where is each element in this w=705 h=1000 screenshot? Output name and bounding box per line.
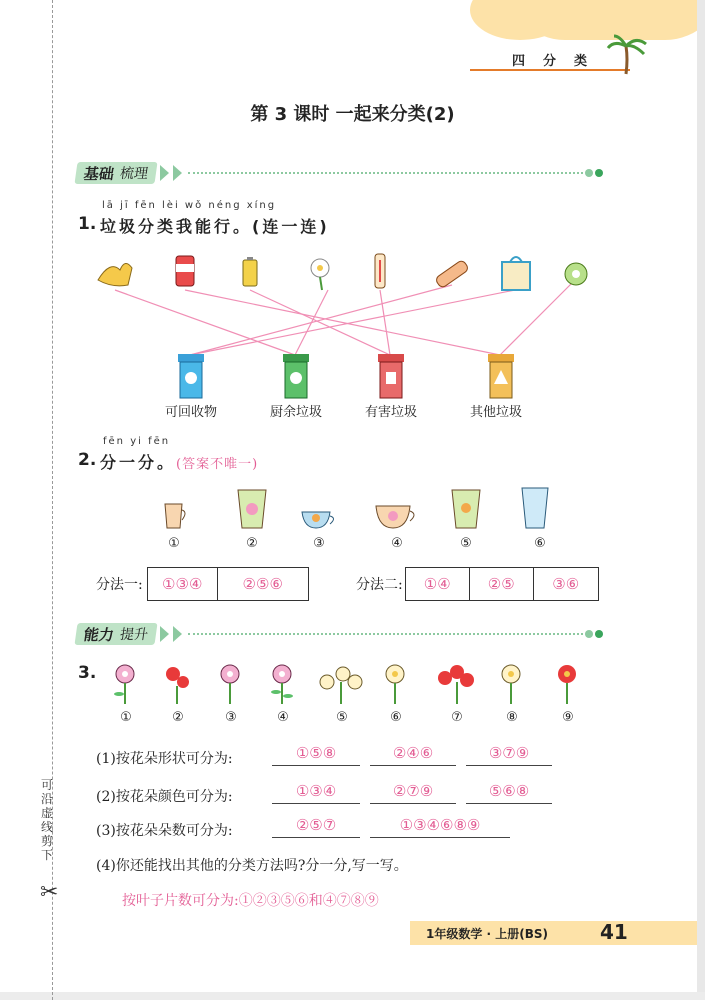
answer-blank: ②⑦⑨ <box>370 782 456 804</box>
method-answer: ②⑤ <box>470 568 534 600</box>
method-one-box <box>147 567 309 601</box>
scissors-icon: ✂ <box>40 880 59 905</box>
section-sub: 梳理 <box>118 166 149 182</box>
hazardous-bin-icon <box>378 354 404 398</box>
section-banner-ability <box>76 622 603 646</box>
q2-text-line <box>100 450 258 473</box>
cut-instruction: 可沿虚线剪下 <box>41 778 54 862</box>
section-main: 基础 <box>82 164 116 183</box>
method-one-label: 分法一: <box>96 577 143 593</box>
answer-blank: ⑤⑥⑧ <box>466 782 552 804</box>
cup-icon <box>522 488 548 528</box>
page-edge <box>697 0 705 1000</box>
section-main: 能力 <box>82 625 116 644</box>
battery-icon <box>243 257 257 286</box>
q1-pinyin: lā jī fēn lèi wǒ néng xíng <box>102 200 277 211</box>
connector-line <box>250 290 390 355</box>
q3-sub3: (3)按花朵朵数可分为: <box>96 823 233 839</box>
paper-bag-icon <box>502 257 530 290</box>
kitchen-waste-bin-icon <box>283 354 309 398</box>
q2-number: 2. <box>78 450 97 470</box>
q3-sub1: (1)按花朵形状可分为: <box>96 751 233 767</box>
dot-icon <box>595 169 603 177</box>
page-edge <box>0 992 705 1000</box>
cup-label: ⑤ <box>460 536 472 551</box>
flower-label: ② <box>172 710 184 725</box>
method-answer: ①③④ <box>148 568 218 600</box>
answer-blank: ②⑤⑦ <box>272 816 360 838</box>
soda-can-icon <box>176 256 194 286</box>
page-number: 41 <box>600 920 628 944</box>
method-answer: ②⑤⑥ <box>242 575 283 593</box>
chapter-header: 四分类 <box>512 54 606 69</box>
q2-hint: (答案不唯一) <box>176 457 259 472</box>
cup-label: ⑥ <box>534 536 546 551</box>
banana-peel-icon <box>98 263 132 285</box>
q2-pinyin: fēn yi fēn <box>103 436 171 447</box>
connector-line <box>115 290 295 355</box>
dot-icon <box>585 169 593 177</box>
flower-icon <box>386 665 404 704</box>
teacup-icon <box>302 512 334 528</box>
flower-icon <box>502 665 520 704</box>
section-label <box>74 162 157 184</box>
flower-label: ③ <box>225 710 237 725</box>
flower-icon <box>438 665 474 704</box>
connector-line <box>190 290 515 355</box>
flower-icon <box>166 667 189 704</box>
arrow-icon <box>173 165 182 181</box>
cup-icon <box>165 504 185 528</box>
flower-icon <box>320 667 362 704</box>
bin-label-other: 其他垃圾 <box>469 405 522 420</box>
section-banner-basic <box>76 161 603 185</box>
arrow-icon <box>173 626 182 642</box>
arrow-icon <box>160 165 169 181</box>
recyclable-bin-icon <box>178 354 204 398</box>
cup-icon <box>452 490 480 528</box>
bin-label-kitchen: 厨余垃圾 <box>269 405 322 420</box>
flower-label: ⑦ <box>451 710 463 725</box>
method-answer: ①④ <box>406 568 470 600</box>
q1-number: 1. <box>78 214 97 234</box>
tape-icon <box>565 263 587 285</box>
flower-label: ⑤ <box>336 710 348 725</box>
cups-row <box>150 484 560 534</box>
q3-sub4-answer: 按叶子片数可分为:①②③⑤⑥和④⑦⑧⑨ <box>122 893 379 909</box>
flowers-row <box>105 660 595 710</box>
flower-icon <box>271 665 293 704</box>
bin-label-hazardous: 有害垃圾 <box>364 405 417 420</box>
connector-line <box>380 290 390 355</box>
q3-sub2: (2)按花朵颜色可分为: <box>96 789 233 805</box>
flower-icon <box>114 665 134 704</box>
palm-tree-icon <box>606 34 650 76</box>
teacup-icon <box>376 506 414 528</box>
flower-label: ⑧ <box>506 710 518 725</box>
method-two-label: 分法二: <box>356 577 403 593</box>
connector-line <box>190 285 452 355</box>
arrow-icon <box>160 626 169 642</box>
section-label <box>74 623 157 645</box>
method-one <box>96 567 309 601</box>
method-answer: ③⑥ <box>552 575 580 593</box>
q3-sub4: (4)你还能找出其他的分类方法吗?分一分,写一写。 <box>96 858 408 874</box>
cup-label: ③ <box>313 536 325 551</box>
flower-icon <box>558 665 576 704</box>
flower-label: ① <box>120 710 132 725</box>
flower-icon <box>221 665 239 704</box>
bin-label-recyclable: 可回收物 <box>164 405 217 420</box>
cup-label: ④ <box>391 536 403 551</box>
footer-book-title: 1年级数学 · 上册(BS) <box>426 927 549 941</box>
cup-icon <box>238 490 266 528</box>
connector-line <box>185 290 500 355</box>
dotted-rule <box>188 172 583 174</box>
method-two <box>356 567 599 601</box>
flower-label: ⑥ <box>390 710 402 725</box>
dot-icon <box>585 630 593 638</box>
answer-blank: ①③④⑥⑧⑨ <box>370 816 510 838</box>
answer-blank: ②④⑥ <box>370 744 456 766</box>
lesson-title: 第 3 课时 一起来分类(2) <box>250 104 455 125</box>
answer-blank: ①⑤⑧ <box>272 744 360 766</box>
section-sub: 提升 <box>118 627 149 643</box>
dot-icon <box>595 630 603 638</box>
flower-label: ⑨ <box>562 710 574 725</box>
method-two-box <box>405 567 599 601</box>
sorting-diagram <box>90 250 610 420</box>
thermometer-icon <box>375 254 385 288</box>
flower-label: ④ <box>277 710 289 725</box>
answer-blank: ③⑦⑨ <box>466 744 552 766</box>
cup-label: ② <box>246 536 258 551</box>
bandage-icon <box>435 259 470 288</box>
other-waste-bin-icon <box>488 354 514 398</box>
flower-icon <box>311 259 329 290</box>
q2-text: 分一分。 <box>100 453 177 472</box>
answer-blank: ①③④ <box>272 782 360 804</box>
cup-label: ① <box>168 536 180 551</box>
dotted-rule <box>188 633 583 635</box>
q3-number: 3. <box>78 663 97 683</box>
q1-text: 垃圾分类我能行。(连一连) <box>100 217 330 236</box>
